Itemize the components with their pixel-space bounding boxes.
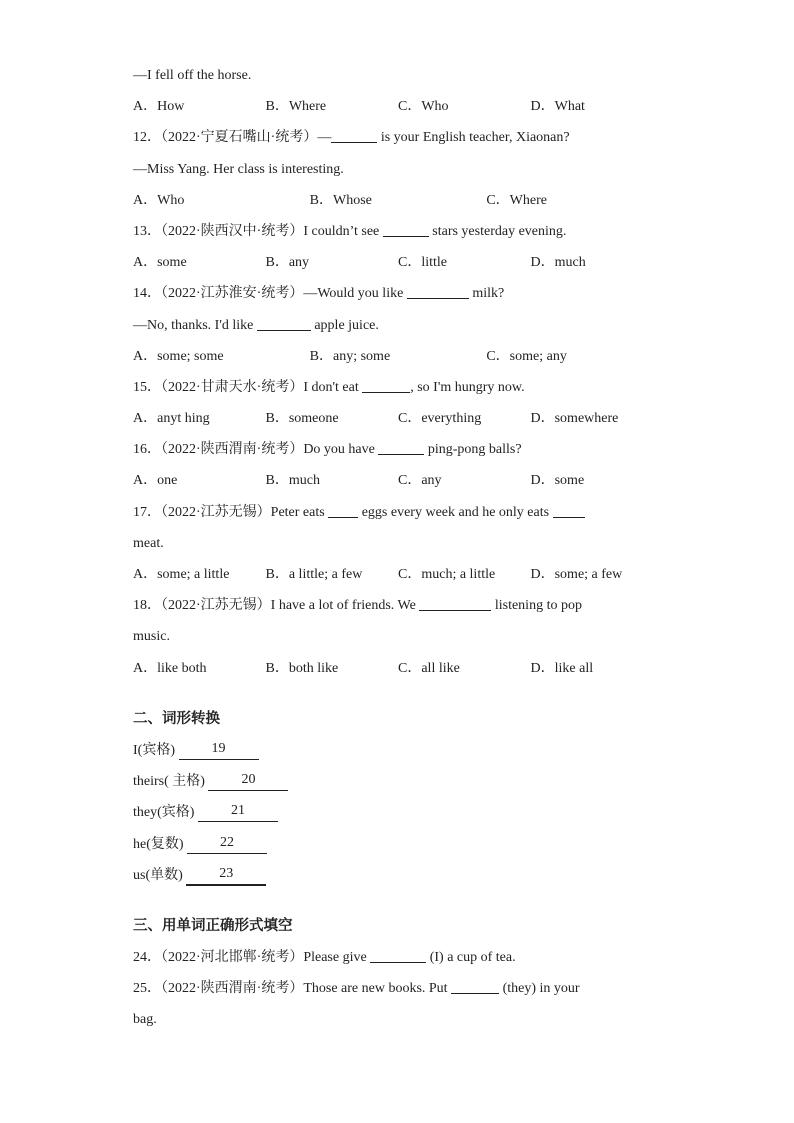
answer-blank-20[interactable]: 20 <box>208 770 288 791</box>
q13-option-c[interactable]: C．little <box>398 255 447 271</box>
q17-option-a[interactable]: A．some; a little <box>133 567 230 582</box>
q18-stem-cont: music. <box>133 629 170 645</box>
q12-option-a[interactable]: A．Who <box>133 192 185 208</box>
q11-option-c[interactable]: C．Who <box>398 99 449 115</box>
q13-stem-text-end: stars yesterday evening. <box>428 223 567 239</box>
q14-option-a[interactable]: A．some; some <box>133 348 224 364</box>
q25-stem <box>133 973 663 1004</box>
q11-options <box>133 91 663 122</box>
q15-option-d[interactable]: D．somewhere <box>530 411 619 427</box>
q18-blank[interactable] <box>419 596 491 611</box>
q11-option-b[interactable]: B．Where <box>265 99 327 115</box>
q16-option-b[interactable]: B．much <box>265 473 320 489</box>
word-form-item-21 <box>133 797 663 828</box>
q17-blank-1[interactable] <box>328 503 358 518</box>
q14-stem-text: 14．（2022·江苏淮安·统考）—Would you like <box>133 286 407 302</box>
q15-option-a[interactable]: A．anyt hing <box>133 411 210 427</box>
q13-stem <box>133 216 663 247</box>
section3-title: 三、用单词正确形式填空 <box>133 917 293 934</box>
q12-blank[interactable] <box>331 128 377 143</box>
q14-reply-text-end: apple juice. <box>310 317 379 333</box>
q11-option-a[interactable]: A．How <box>133 99 185 115</box>
word-form-item-19 <box>133 735 663 766</box>
q17-stem-cont: meat. <box>133 535 164 551</box>
q15-option-b[interactable]: B．someone <box>265 411 339 427</box>
q14-option-b[interactable]: B．any; some <box>309 348 391 364</box>
q16-option-d[interactable]: D．some <box>530 473 585 489</box>
q13-options <box>133 247 663 278</box>
word-form-item-20 <box>133 766 663 797</box>
word-form-label: theirs( 主格) <box>133 774 209 790</box>
q14-stem-text-end: milk? <box>468 286 505 302</box>
answer-blank-21[interactable]: 21 <box>198 801 278 822</box>
q18-options <box>133 653 663 684</box>
q15-stem <box>133 372 663 403</box>
q16-options <box>133 465 663 496</box>
q15-blank[interactable] <box>362 378 410 393</box>
word-form-item-23 <box>133 860 663 891</box>
q12-stem-text-end: is your English teacher, Xiaonan? <box>377 130 570 146</box>
q18-stem <box>133 590 663 621</box>
q18-option-a[interactable]: A．like both <box>133 660 207 676</box>
q18-option-c[interactable]: C．all like <box>398 660 460 676</box>
q18-option-d[interactable]: D．like all <box>530 660 594 676</box>
q17-option-d[interactable]: D．some; a few <box>530 567 623 582</box>
q25-stem-cont: bag. <box>133 1012 157 1028</box>
q12-stem-text: 12．（2022·宁夏石嘴山·统考）— <box>133 130 332 146</box>
q17-option-b[interactable]: B．a little; a few <box>265 567 363 582</box>
q13-option-b[interactable]: B．any <box>265 255 310 271</box>
section-gap <box>133 891 663 911</box>
q17-stem-text: 17．（2022·江苏无锡）Peter eats <box>133 504 329 520</box>
word-form-label: he(复数) <box>133 836 188 852</box>
q14-options <box>133 341 663 372</box>
q13-stem-text: 13．（2022·陕西汉中·统考）I couldn’t see <box>133 223 383 239</box>
q25-blank[interactable] <box>451 979 499 994</box>
q17-stem <box>133 497 663 528</box>
q17-stem-text-mid: eggs every week and he only eats <box>358 504 553 520</box>
q18-stem-text: 18．（2022·江苏无锡）I have a lot of friends. We <box>133 598 420 614</box>
answer-blank-22[interactable]: 22 <box>187 833 267 854</box>
worksheet-page <box>133 60 663 1036</box>
q12-option-c[interactable]: C．Where <box>486 192 547 208</box>
answer-blank-23[interactable]: 23 <box>186 864 266 886</box>
q25-stem-text-end: (they) in your <box>499 981 580 997</box>
q15-stem-text: 15．（2022·甘肃天水·统考）I don't eat <box>133 379 363 395</box>
q11-option-d[interactable]: D．What <box>530 99 585 115</box>
q15-options <box>133 403 663 434</box>
q16-stem-text: 16．（2022·陕西渭南·统考）Do you have <box>133 442 379 458</box>
q14-reply <box>133 310 663 341</box>
q14-blank-1[interactable] <box>407 284 469 299</box>
q12-reply: —Miss Yang. Her class is interesting. <box>133 161 344 177</box>
q15-option-c[interactable]: C．everything <box>398 411 482 427</box>
q16-option-c[interactable]: C．any <box>398 473 442 489</box>
section2-title: 二、词形转换 <box>133 710 220 727</box>
q18-option-b[interactable]: B．both like <box>265 660 339 676</box>
q12-option-b[interactable]: B．Whose <box>309 192 372 208</box>
q11-answer-line: —I fell off the horse. <box>133 68 252 83</box>
q25-stem-text: 25．（2022·陕西渭南·统考）Those are new books. Put <box>133 981 452 997</box>
q16-stem <box>133 434 663 465</box>
q16-blank[interactable] <box>378 440 424 455</box>
q16-stem-text-end: ping-pong balls? <box>424 442 522 458</box>
q14-stem <box>133 278 663 309</box>
q13-option-d[interactable]: D．much <box>530 255 586 271</box>
q14-blank-2[interactable] <box>257 316 311 331</box>
q13-blank[interactable] <box>383 222 429 237</box>
q14-option-c[interactable]: C．some; any <box>486 348 567 364</box>
q14-reply-text: —No, thanks. I'd like <box>133 317 257 333</box>
q24-stem <box>133 942 663 973</box>
q13-option-a[interactable]: A．some <box>133 255 187 271</box>
q17-blank-2[interactable] <box>553 503 585 518</box>
q16-option-a[interactable]: A．one <box>133 473 178 489</box>
answer-blank-19[interactable]: 19 <box>179 739 259 760</box>
q24-stem-text-end: (I) a cup of tea. <box>426 950 516 966</box>
q15-stem-text-end: , so I'm hungry now. <box>410 379 525 395</box>
q24-stem-text: 24．（2022·河北邯郸·统考）Please give <box>133 950 371 966</box>
section-gap <box>133 684 663 704</box>
word-form-label: us(单数) <box>133 867 187 883</box>
q17-options <box>133 559 663 590</box>
word-form-item-22 <box>133 829 663 860</box>
word-form-label: I(宾格) <box>133 742 179 758</box>
q24-blank[interactable] <box>370 948 426 963</box>
q18-stem-text-end: listening to pop <box>491 598 582 614</box>
q12-stem <box>133 122 663 153</box>
q12-options <box>133 185 663 216</box>
q17-option-c[interactable]: C．much; a little <box>398 567 496 582</box>
word-form-label: they(宾格) <box>133 805 198 821</box>
